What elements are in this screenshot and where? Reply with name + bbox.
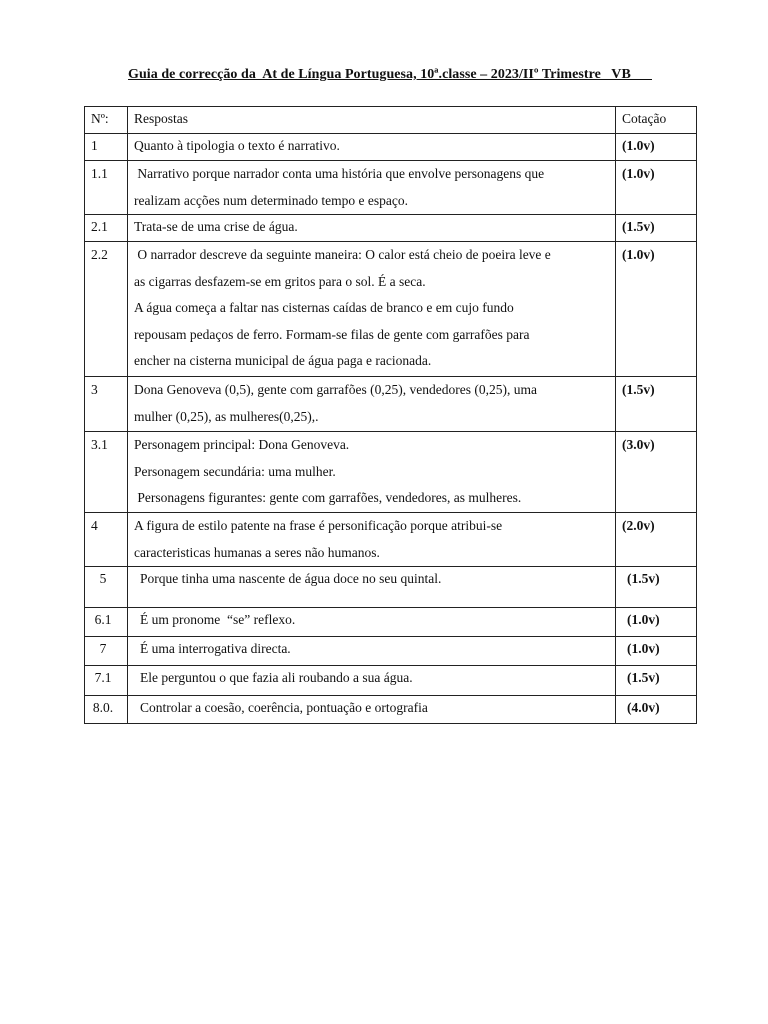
answer-line: Trata-se de uma crise de água. xyxy=(134,219,298,234)
answer-line: Personagens figurantes: gente com garrafões, vendedores, as mulheres. xyxy=(134,490,522,505)
answer-line: mulher (0,25), as mulheres(0,25),. xyxy=(134,408,319,424)
answer-line: Quanto à tipologia o texto é narrativo. xyxy=(134,138,340,153)
row-answer xyxy=(128,513,616,567)
row-score: (1.5v) xyxy=(616,377,697,432)
row-answer xyxy=(128,134,616,161)
correction-guide-table xyxy=(84,106,697,724)
row-score: (1.0v) xyxy=(616,608,697,637)
row-score: (1.0v) xyxy=(616,242,697,377)
table-row xyxy=(85,513,697,567)
table-row xyxy=(85,161,697,215)
row-answer xyxy=(128,161,616,215)
answer-line: Personagem secundária: uma mulher. xyxy=(134,463,336,479)
table-row xyxy=(85,377,697,432)
row-answer xyxy=(128,637,616,666)
row-number: 6.1 xyxy=(85,608,128,637)
row-number: 8.0. xyxy=(85,696,128,724)
row-number: 4 xyxy=(85,513,128,567)
row-number: 7.1 xyxy=(85,666,128,696)
answer-line: Dona Genoveva (0,5), gente com garrafões (0,25), vendedores (0,25), uma xyxy=(134,382,537,397)
answer-line: repousam pedaços de ferro. Formam-se filas de gente com garrafões para xyxy=(134,326,530,342)
row-score: (1.5v) xyxy=(616,567,697,608)
row-score: (1.5v) xyxy=(616,666,697,696)
row-score: (1.5v) xyxy=(616,215,697,242)
row-number: 2.2 xyxy=(85,242,128,377)
row-answer xyxy=(128,608,616,637)
row-score: (3.0v) xyxy=(616,432,697,513)
answer-line: Controlar a coesão, coerência, pontuação e ortografia xyxy=(140,700,428,715)
row-number: 3 xyxy=(85,377,128,432)
row-score: (1.0v) xyxy=(616,134,697,161)
answer-line: A figura de estilo patente na frase é personificação porque atribui-se xyxy=(134,518,503,533)
answer-line: Personagem principal: Dona Genoveva. xyxy=(134,437,350,452)
header-respostas: Respostas xyxy=(128,107,616,134)
table-row xyxy=(85,215,697,242)
answer-line: Porque tinha uma nascente de água doce no seu quintal. xyxy=(140,571,442,586)
row-answer xyxy=(128,567,616,608)
answer-line: realizam acções num determinado tempo e espaço. xyxy=(134,192,409,208)
answer-line: caracteristicas humanas a seres não humanos. xyxy=(134,544,380,560)
answer-line: O narrador descreve da seguinte maneira: O calor está cheio de poeira leve e xyxy=(134,247,551,262)
row-number: 3.1 xyxy=(85,432,128,513)
row-number: 7 xyxy=(85,637,128,666)
row-number: 5 xyxy=(85,567,128,608)
table-row xyxy=(85,637,697,666)
row-number: 1 xyxy=(85,134,128,161)
table-row xyxy=(85,432,697,513)
row-answer xyxy=(128,432,616,513)
answer-line: as cigarras desfazem-se em gritos para o sol. É a seca. xyxy=(134,273,426,289)
row-score: (2.0v) xyxy=(616,513,697,567)
answer-line: É uma interrogativa directa. xyxy=(140,641,291,656)
header-cotacao: Cotação xyxy=(616,107,697,134)
table-row xyxy=(85,666,697,696)
row-answer xyxy=(128,377,616,432)
answer-line: Ele perguntou o que fazia ali roubando a sua água. xyxy=(140,670,413,685)
answer-line: encher na cisterna municipal de água paga e racionada. xyxy=(134,353,432,368)
row-score: (1.0v) xyxy=(616,637,697,666)
table-header-row xyxy=(85,107,697,134)
row-number: 2.1 xyxy=(85,215,128,242)
table-row xyxy=(85,567,697,608)
table-row xyxy=(85,134,697,161)
answer-line: A água começa a faltar nas cisternas caídas de branco e em cujo fundo xyxy=(134,300,514,315)
table-row xyxy=(85,242,697,377)
answer-line: É um pronome “se” reflexo. xyxy=(140,612,296,627)
row-number: 1.1 xyxy=(85,161,128,215)
table-row xyxy=(85,696,697,724)
row-answer xyxy=(128,666,616,696)
document-title: Guia de correcção da At de Língua Portuguesa, 10ª.classe – 2023/IIº Trimestre VB___ xyxy=(128,67,652,82)
header-number: Nº: xyxy=(85,107,128,134)
row-score: (4.0v) xyxy=(616,696,697,724)
row-score: (1.0v) xyxy=(616,161,697,215)
row-answer xyxy=(128,696,616,724)
row-answer xyxy=(128,242,616,377)
table-row xyxy=(85,608,697,637)
answer-line: Narrativo porque narrador conta uma história que envolve personagens que xyxy=(134,166,545,181)
row-answer xyxy=(128,215,616,242)
